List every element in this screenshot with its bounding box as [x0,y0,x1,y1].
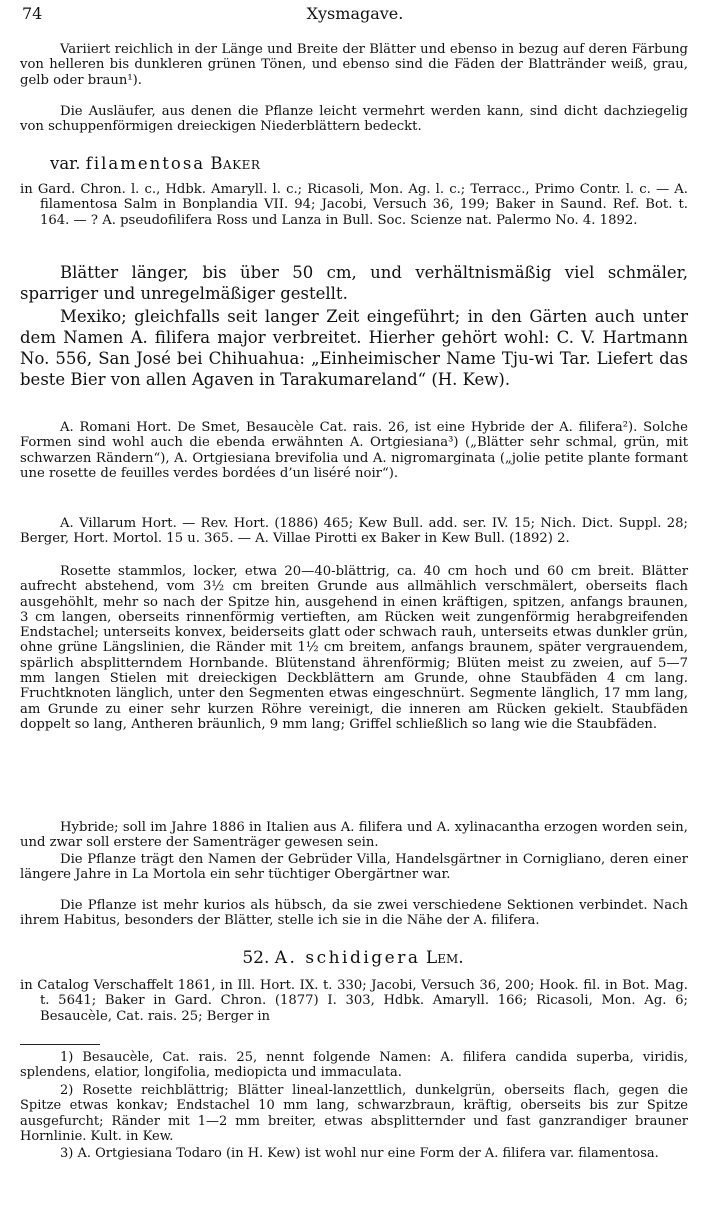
paragraph-villarum-refs: A. Villarum Hort. — Rev. Hort. (1886) 465; Kew Bull. add. ser. IV. 15; Nich. Dict. Suppl. 28; Berger, Hort. Mortol. 15 u. 365. — A. Villae Pirotti ex Baker in Kew Bull. (1892) 2. [20,516,688,547]
footnote-3: 3) A. Ortgiesiana Todaro (in H. Kew) ist wohl nur eine Form der A. filifera var. filamentosa. [60,1146,659,1161]
species-author: Lem. [425,948,464,968]
paragraph-intro-variation: Variiert reichlich in der Länge und Breite der Blätter und ebenso in bezug auf deren Färbung von helleren bis dunkleren grünen Tönen, und ebenso sind die Fäden der Blattränder weiß, grau, gelb oder braun¹). [20,42,688,88]
species-heading [0,948,706,968]
page-header [22,4,688,28]
variety-name: filamentosa [85,154,206,173]
variety-heading [50,154,260,173]
paragraph-namen: Die Pflanze trägt den Namen der Gebrüder Villa, Handelsgärtner in Cornigliano, deren einer längere Jahre in La Mortola ein sehr tüchtiger Obergärtner war. [20,852,688,883]
variety-description: Blätter länger, bis über 50 cm, und verhältnismäßig viel schmäler, sparriger und unregelmäßiger gestellt. [20,263,688,303]
variety-references: in Gard. Chron. l. c., Hdbk. Amaryll. l. c.; Ricasoli, Mon. Ag. l. c.; Terracc., Primo Contr. l. c. — A. filamentosa Salm in Bonplandia VII. 94; Jacobi, Versuch 36, 199; Baker in Saund. Ref. Bot. t. 164. — ? A. pseudofilifera Ross und Lanza in Bull. Soc. Scienze nat. Palermo No. 4. 1892. [20,182,688,228]
paragraph-auslaeufer: Die Ausläufer, aus denen die Pflanze leicht vermehrt werden kann, sind dicht dachziegelig von schuppenförmigen dreieckigen Niederblättern bedeckt. [20,104,688,135]
paragraph-hybride: Hybride; soll im Jahre 1886 in Italien aus A. filifera und A. xylinacantha erzogen worden sein, und zwar soll erstere der Samenträger gewesen sein. [20,820,688,851]
species-references: in Catalog Verschaffelt 1861, in Ill. Hort. IX. t. 330; Jacobi, Versuch 36, 200; Hook. fil. in Bot. Mag. t. 5641; Baker in Gard. Chron. (1877) I. 303, Hdbk. Amaryll. 166; Ricasoli, Mon. Ag. 6; Besaucèle, Cat. rais. 25; Berger in [20,978,688,1024]
paragraph-kurios: Die Pflanze ist mehr kurios als hübsch, da sie zwei verschiedene Sektionen verbindet. Nach ihrem Habitus, besonders der Blätter, stelle ich sie in die Nähe der A. filifera. [20,898,688,929]
footnote-1: 1) Besaucèle, Cat. rais. 25, nennt folgende Namen: A. filifera candida superba, viridis, splendens, elatior, longifolia, mediopicta und immaculata. [20,1050,688,1081]
species-number: 52. [242,948,270,968]
variety-distribution: Mexiko; gleichfalls seit langer Zeit eingeführt; in den Gärten auch unter dem Namen A. filifera major verbreitet. Hierher gehört wohl: C. V. Hartmann No. 556, San José bei Chihuahua: „Einheimischer Name Tju-wi Tar. Liefert das beste Bier von allen Agaven in Tarakumareland“ (H. Kew). [20,307,688,389]
variety-prefix: var. [50,154,81,173]
paragraph-romani: A. Romani Hort. De Smet, Besaucèle Cat. rais. 26, ist eine Hybride der A. filifera²). Solche Formen sind wohl auch die ebenda erwähnten A. Ortgiesiana³) („Blätter sehr schmal, grün, mit schwarzen Rändern“), A. Ortgiesiana brevifolia und A. nigromarginata („jolie petite plante formant une rosette de feuilles verdes bordées d’un liséré noir“). [20,420,688,481]
paragraph-rosette-description: Rosette stammlos, locker, etwa 20—40-blättrig, ca. 40 cm hoch und 60 cm breit. Blätter aufrecht abstehend, vom 3½ cm breiten Grunde aus allmählich verschmälert, oberseits flach ausgehöhlt, mehr so nach der Spitze hin, ausgehend in einen kräftigen, spitzen, anfangs braunen, 3 cm langen, oberseits rinnenförmig vertieften, am Rücken weit zungenförmig herabgreifenden Endstachel; unterseits konvex, beiderseits glatt oder schwach rauh, unterseits etwas dunkler grün, ohne grüne Längslinien, die Ränder mit 1½ cm breitem, anfangs braunem, später vergrauendem, spärlich absplitterndem Hornbande. Blütenstand ährenförmig; Blüten meist zu zweien, auf 5—7 mm langen Stielen mit dreieckigen Deckblättern am Grunde, ohne Staubfäden 4 cm lang. Fruchtknoten länglich, unter den Segmenten etwas eingeschnürt. Segmente länglich, 17 mm lang, am Grunde zu einer sehr kurzen Röhre vereinigt, die inneren am Rücken gekielt. Staubfäden doppelt so lang, Antheren bräunlich, 9 mm lang; Griffel schließlich so lang wie die Staubfäden. [20,564,688,732]
species-name: A. schidigera [274,948,421,968]
running-title: Xysmagave. [306,4,404,23]
footnote-rule [20,1044,100,1045]
footnote-2: 2) Rosette reichblättrig; Blätter lineal-lanzettlich, dunkelgrün, oberseits flach, gegen die Spitze etwas konkav; Endstachel 10 mm lang, schwarzbraun, kräftig, oberseits bis zur Spitze ausgefurcht; Ränder mit 1—2 mm breiter, etwas absplitternder und fast ganzrandiger brauner Hornlinie. Kult. in Kew. [20,1083,688,1144]
page-number: 74 [22,4,43,23]
variety-author: Baker [210,154,261,173]
